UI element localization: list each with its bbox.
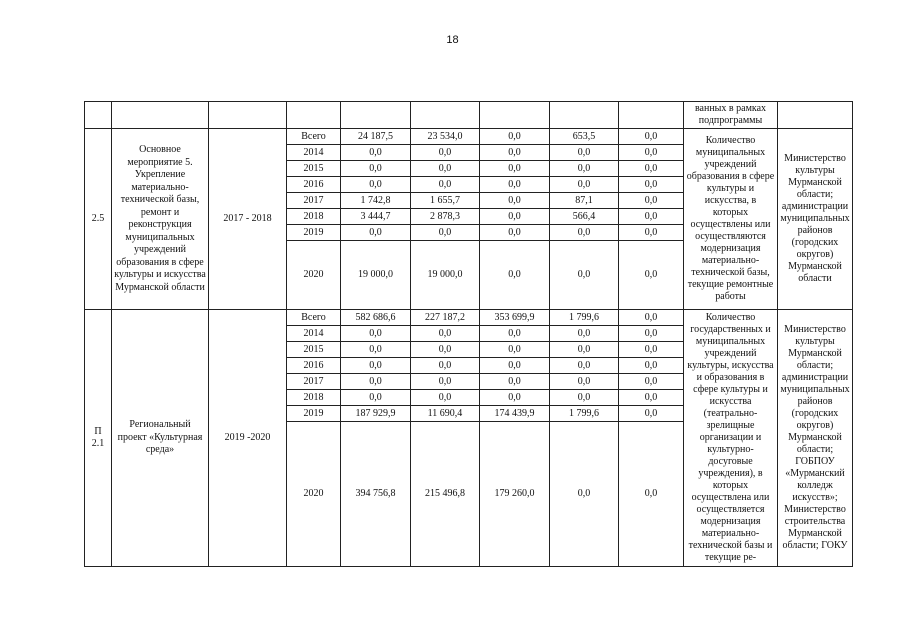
- value-cell: 0,0: [619, 225, 684, 241]
- value-cell: 0,0: [550, 422, 619, 567]
- year-cell: Всего: [287, 129, 341, 145]
- year-cell: 2014: [287, 145, 341, 161]
- total-cell: 582 686,6: [341, 310, 411, 326]
- value-cell: 179 260,0: [480, 422, 550, 567]
- value-cell: 0,0: [550, 225, 619, 241]
- value-cell: 0,0: [411, 326, 480, 342]
- total-cell: 0,0: [341, 390, 411, 406]
- year-cell: 2019: [287, 406, 341, 422]
- executor-text: Министерство культуры Мурманской области; администрации муниципальных районов (городских округов) Мурманской области: [778, 129, 853, 310]
- value-cell: 0,0: [411, 161, 480, 177]
- budget-table: [84, 101, 853, 567]
- value-cell: 1 799,6: [550, 310, 619, 326]
- year-cell: 2015: [287, 161, 341, 177]
- year-cell: 2014: [287, 326, 341, 342]
- value-cell: 0,0: [480, 225, 550, 241]
- value-cell: 23 534,0: [411, 129, 480, 145]
- executor-text: Министерство культуры Мурманской области; администрации муниципальных районов (городских округов) Мурманской области; ГОБПОУ «Мурманский колледж искусств»; Министерство строительства Мурманской области; ГОКУ: [778, 310, 853, 567]
- value-cell: 1 655,7: [411, 193, 480, 209]
- year-cell: 2017: [287, 374, 341, 390]
- continuation-row: [85, 102, 853, 129]
- year-cell: 2015: [287, 342, 341, 358]
- value-cell: 0,0: [480, 374, 550, 390]
- value-cell: 0,0: [550, 145, 619, 161]
- total-cell: 24 187,5: [341, 129, 411, 145]
- value-cell: 0,0: [411, 225, 480, 241]
- value-cell: 0,0: [411, 145, 480, 161]
- value-cell: 0,0: [619, 177, 684, 193]
- total-cell: 0,0: [341, 161, 411, 177]
- value-cell: 19 000,0: [411, 241, 480, 310]
- cell-empty: [209, 102, 287, 129]
- total-cell: 394 756,8: [341, 422, 411, 567]
- value-cell: 0,0: [411, 390, 480, 406]
- value-cell: 0,0: [619, 406, 684, 422]
- value-cell: 0,0: [411, 177, 480, 193]
- value-cell: 353 699,9: [480, 310, 550, 326]
- total-cell: 0,0: [341, 342, 411, 358]
- total-cell: 0,0: [341, 326, 411, 342]
- value-cell: 0,0: [619, 358, 684, 374]
- value-cell: 1 799,6: [550, 406, 619, 422]
- indicator-text: Количество государственных и муниципальных учреждений культуры, искусства и образования в сфере культуры и искусства (театрально-зрелищные организации и культурно-досуговые учреждения), в которых осуществлена или осуществляется модернизация материально-технической базы и текущие ре-: [684, 310, 778, 567]
- year-cell: Всего: [287, 310, 341, 326]
- year-cell: 2016: [287, 177, 341, 193]
- total-cell: 0,0: [341, 374, 411, 390]
- measure-number: П 2.1: [85, 310, 112, 567]
- value-cell: 0,0: [411, 342, 480, 358]
- cell-empty: [411, 102, 480, 129]
- value-cell: 0,0: [550, 390, 619, 406]
- cell-empty: [480, 102, 550, 129]
- cell-empty: [112, 102, 209, 129]
- value-cell: 0,0: [550, 241, 619, 310]
- value-cell: 0,0: [480, 161, 550, 177]
- value-cell: 227 187,2: [411, 310, 480, 326]
- value-cell: 0,0: [480, 145, 550, 161]
- value-cell: 0,0: [619, 342, 684, 358]
- total-cell: 3 444,7: [341, 209, 411, 225]
- total-cell: 1 742,8: [341, 193, 411, 209]
- cell-empty: [778, 102, 853, 129]
- value-cell: 174 439,9: [480, 406, 550, 422]
- value-cell: 0,0: [480, 326, 550, 342]
- value-cell: 0,0: [619, 129, 684, 145]
- value-cell: 0,0: [550, 177, 619, 193]
- year-cell: 2020: [287, 241, 341, 310]
- year-cell: 2018: [287, 390, 341, 406]
- indicator-text: Количество муниципальных учреждений образования в сфере культуры и искусства, в которых осуществлены или осуществляются модернизация материально-технической базы, текущие ремонтные работы: [684, 129, 778, 310]
- measure-name: Региональный проект «Культурная среда»: [112, 310, 209, 567]
- year-cell: 2017: [287, 193, 341, 209]
- value-cell: 0,0: [480, 342, 550, 358]
- table-row: [85, 310, 853, 326]
- indicator-continuation: ванных в рамках подпрограммы: [684, 102, 778, 129]
- value-cell: 0,0: [411, 374, 480, 390]
- value-cell: 0,0: [480, 129, 550, 145]
- measure-number: 2.5: [85, 129, 112, 310]
- value-cell: 0,0: [480, 193, 550, 209]
- cell-empty: [619, 102, 684, 129]
- year-cell: 2016: [287, 358, 341, 374]
- value-cell: 2 878,3: [411, 209, 480, 225]
- value-cell: 215 496,8: [411, 422, 480, 567]
- measure-period: 2019 -2020: [209, 310, 287, 567]
- value-cell: 87,1: [550, 193, 619, 209]
- value-cell: 0,0: [550, 358, 619, 374]
- year-cell: 2018: [287, 209, 341, 225]
- value-cell: 0,0: [480, 209, 550, 225]
- cell-empty: [550, 102, 619, 129]
- value-cell: 0,0: [480, 358, 550, 374]
- value-cell: 0,0: [619, 193, 684, 209]
- cell-empty: [341, 102, 411, 129]
- value-cell: 0,0: [550, 342, 619, 358]
- cell-empty: [287, 102, 341, 129]
- value-cell: 0,0: [550, 326, 619, 342]
- value-cell: 11 690,4: [411, 406, 480, 422]
- value-cell: 0,0: [619, 374, 684, 390]
- value-cell: 0,0: [480, 390, 550, 406]
- value-cell: 0,0: [619, 241, 684, 310]
- value-cell: 0,0: [480, 177, 550, 193]
- value-cell: 0,0: [550, 374, 619, 390]
- value-cell: 0,0: [619, 310, 684, 326]
- table-row: [85, 129, 853, 145]
- measure-period: 2017 - 2018: [209, 129, 287, 310]
- value-cell: 0,0: [619, 145, 684, 161]
- total-cell: 0,0: [341, 225, 411, 241]
- value-cell: 0,0: [619, 390, 684, 406]
- value-cell: 566,4: [550, 209, 619, 225]
- total-cell: 19 000,0: [341, 241, 411, 310]
- total-cell: 0,0: [341, 145, 411, 161]
- year-cell: 2020: [287, 422, 341, 567]
- value-cell: 0,0: [411, 358, 480, 374]
- total-cell: 0,0: [341, 177, 411, 193]
- value-cell: 653,5: [550, 129, 619, 145]
- value-cell: 0,0: [619, 422, 684, 567]
- measure-name: Основное мероприятие 5. Укрепление материально-технической базы, ремонт и реконструкция муниципальных учреждений образования в сфере культуры и искусства Мурманской области: [112, 129, 209, 310]
- value-cell: 0,0: [619, 161, 684, 177]
- total-cell: 0,0: [341, 358, 411, 374]
- page-number: 18: [446, 34, 459, 46]
- value-cell: 0,0: [619, 326, 684, 342]
- value-cell: 0,0: [480, 241, 550, 310]
- cell-empty: [85, 102, 112, 129]
- total-cell: 187 929,9: [341, 406, 411, 422]
- value-cell: 0,0: [550, 161, 619, 177]
- value-cell: 0,0: [619, 209, 684, 225]
- year-cell: 2019: [287, 225, 341, 241]
